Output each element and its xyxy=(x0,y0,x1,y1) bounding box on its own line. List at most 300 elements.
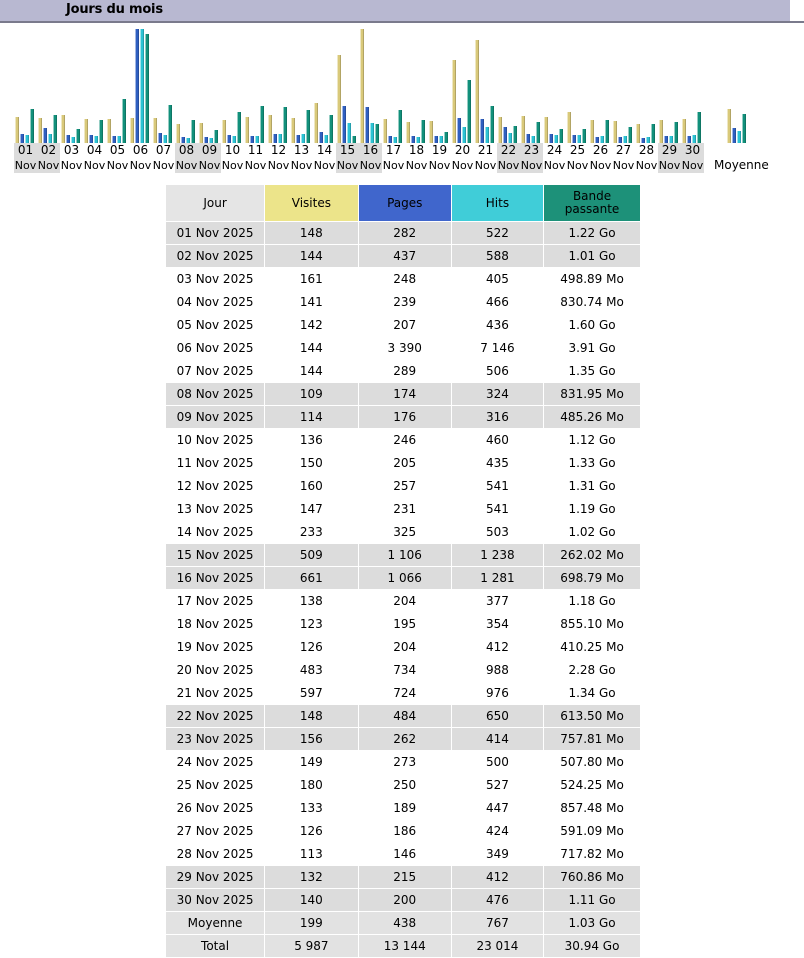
cell-day: 22 Nov 2025 xyxy=(166,705,265,728)
chart-x-label-day: 20 xyxy=(454,143,471,157)
cell-pages: 282 xyxy=(358,222,451,245)
cell-hits: 976 xyxy=(451,682,543,705)
chart-bar-hits xyxy=(140,29,144,143)
cell-hits: 447 xyxy=(451,797,543,820)
cell-bande-passante: 1.01 Go xyxy=(544,245,641,268)
cell-pages: 195 xyxy=(358,613,451,636)
chart-x-label-month: Nov xyxy=(543,159,566,172)
chart-day-group xyxy=(382,23,405,143)
chart-day-group xyxy=(451,23,474,143)
chart-day-group xyxy=(566,23,589,143)
cell-pages: 200 xyxy=(358,889,451,912)
chart-x-label-day: 25 xyxy=(569,143,586,157)
chart-day-group xyxy=(474,23,497,143)
chart-x-label-day: 13 xyxy=(293,143,310,157)
chart-x-label xyxy=(497,143,520,173)
chart-x-label xyxy=(152,143,175,173)
chart-bar-pages xyxy=(250,136,254,143)
chart-x-label xyxy=(589,143,612,173)
cell-visites: 114 xyxy=(265,406,359,429)
cell-pages: 174 xyxy=(358,383,451,406)
cell-visites: 147 xyxy=(265,498,359,521)
cell-day: 12 Nov 2025 xyxy=(166,475,265,498)
chart-x-label-day: 27 xyxy=(615,143,632,157)
chart-bar-pages xyxy=(112,136,116,143)
cell-visites: 597 xyxy=(265,682,359,705)
cell-bande-passante: 855.10 Mo xyxy=(544,613,641,636)
chart-bar-pages xyxy=(526,134,530,143)
chart-day-group xyxy=(336,23,359,143)
chart-day-group xyxy=(290,23,313,143)
chart-bar-bande xyxy=(697,112,701,143)
chart-bar-bande xyxy=(260,106,264,143)
chart-x-label-month: Nov xyxy=(428,159,451,172)
cell-visites: 156 xyxy=(265,728,359,751)
chart-x-label xyxy=(681,143,704,173)
page-title: Jours du mois xyxy=(66,2,163,17)
chart-bar-hits xyxy=(554,135,558,143)
chart-x-label-month: Nov xyxy=(635,159,658,172)
chart-day-group xyxy=(635,23,658,143)
chart-bar-bande xyxy=(375,124,379,143)
cell-bande-passante: 1.12 Go xyxy=(544,429,641,452)
cell-pages: 207 xyxy=(358,314,451,337)
table-row xyxy=(166,636,641,659)
chart-bar-visites xyxy=(245,117,249,143)
cell-hits: 354 xyxy=(451,613,543,636)
cell-visites: 126 xyxy=(265,820,359,843)
chart-x-label-month: Nov xyxy=(566,159,589,172)
chart-bar-pages xyxy=(572,135,576,143)
chart-x-label-day: 21 xyxy=(477,143,494,157)
chart-x-label-month: Nov xyxy=(175,159,198,172)
cell-visites: 233 xyxy=(265,521,359,544)
chart-bar-pages xyxy=(66,135,70,143)
days-of-month-bar-chart xyxy=(0,23,804,171)
cell-visites: 149 xyxy=(265,751,359,774)
chart-x-label-day: 09 xyxy=(198,143,221,158)
chart-x-label-day: 18 xyxy=(408,143,425,157)
chart-day-group xyxy=(589,23,612,143)
chart-bar-bande xyxy=(53,115,57,143)
chart-bar-visites xyxy=(199,123,203,143)
table-row xyxy=(166,544,641,567)
cell-day: 17 Nov 2025 xyxy=(166,590,265,613)
table-row xyxy=(166,383,641,406)
chart-x-label xyxy=(543,143,566,173)
cell-day: 23 Nov 2025 xyxy=(166,728,265,751)
chart-x-label-month: Nov xyxy=(405,159,428,172)
chart-bar-hits xyxy=(531,136,535,143)
chart-x-label-day: 12 xyxy=(270,143,287,157)
chart-x-label-day: 15 xyxy=(336,143,359,158)
cell-visites: 483 xyxy=(265,659,359,682)
chart-bar-visites xyxy=(314,103,318,143)
chart-bar-visites xyxy=(383,119,387,143)
chart-day-group xyxy=(497,23,520,143)
cell-pages: 248 xyxy=(358,268,451,291)
chart-day-group xyxy=(359,23,382,143)
chart-bar-pages xyxy=(20,134,24,143)
cell-day: 06 Nov 2025 xyxy=(166,337,265,360)
table-row xyxy=(166,797,641,820)
chart-bar-visites xyxy=(337,55,341,143)
cell-bande-passante: 698.79 Mo xyxy=(544,567,641,590)
cell-bande-passante: 1.60 Go xyxy=(544,314,641,337)
table-header-row xyxy=(166,185,641,222)
chart-bar-hits xyxy=(25,135,29,143)
cell-visites: 113 xyxy=(265,843,359,866)
chart-day-group xyxy=(612,23,635,143)
chart-bar-visites xyxy=(567,112,571,143)
chart-average-bar-hits xyxy=(737,131,741,143)
chart-bar-pages xyxy=(135,29,139,143)
stats-table-container xyxy=(165,184,641,958)
chart-bar-bande xyxy=(237,112,241,143)
chart-bar-visites xyxy=(613,121,617,143)
chart-bar-pages xyxy=(43,128,47,143)
cell-visites: 142 xyxy=(265,314,359,337)
chart-bar-hits xyxy=(485,127,489,143)
chart-x-label xyxy=(221,143,244,173)
table-row xyxy=(166,820,641,843)
table-summary-row xyxy=(166,912,641,935)
cell-day: 28 Nov 2025 xyxy=(166,843,265,866)
cell-hits: 506 xyxy=(451,360,543,383)
table-row xyxy=(166,705,641,728)
chart-bar-visites xyxy=(452,60,456,143)
cell-pages: 204 xyxy=(358,636,451,659)
cell-day: 04 Nov 2025 xyxy=(166,291,265,314)
table-summary-row xyxy=(166,935,641,958)
cell-pages: 1 066 xyxy=(358,567,451,590)
chart-x-label xyxy=(313,143,336,173)
chart-x-label-day: 19 xyxy=(431,143,448,157)
chart-bar-pages xyxy=(365,107,369,143)
chart-day-group xyxy=(658,23,681,143)
chart-bar-pages xyxy=(480,119,484,143)
chart-bar-visites xyxy=(84,119,88,143)
cell-hits: 988 xyxy=(451,659,543,682)
chart-bar-hits xyxy=(347,123,351,143)
chart-bar-hits xyxy=(278,134,282,143)
chart-bar-visites xyxy=(636,124,640,143)
chart-bar-visites xyxy=(406,122,410,143)
chart-bar-pages xyxy=(434,136,438,143)
chart-bar-bande xyxy=(99,120,103,143)
cell-bande-passante: 507.80 Mo xyxy=(544,751,641,774)
cell-bande-passante: 498.89 Mo xyxy=(544,268,641,291)
cell-day: 20 Nov 2025 xyxy=(166,659,265,682)
chart-bar-bande xyxy=(582,129,586,143)
chart-bar-bande xyxy=(628,127,632,143)
chart-bar-hits xyxy=(232,136,236,143)
chart-x-label-day: 17 xyxy=(385,143,402,157)
table-row xyxy=(166,889,641,912)
chart-x-label-month: Nov xyxy=(290,159,313,172)
cell-visites: 123 xyxy=(265,613,359,636)
table-row xyxy=(166,682,641,705)
cell-pages: 438 xyxy=(358,912,451,935)
chart-bar-hits xyxy=(508,133,512,143)
chart-x-label xyxy=(175,143,198,173)
chart-x-label-month: Nov xyxy=(198,159,221,172)
cell-hits: 588 xyxy=(451,245,543,268)
cell-pages: 13 144 xyxy=(358,935,451,958)
cell-bande-passante: 830.74 Mo xyxy=(544,291,641,314)
cell-visites: 5 987 xyxy=(265,935,359,958)
chart-x-label-month: Nov xyxy=(267,159,290,172)
chart-bar-visites xyxy=(61,115,65,143)
cell-visites: 150 xyxy=(265,452,359,475)
chart-bar-pages xyxy=(89,135,93,143)
cell-bande-passante: 591.09 Mo xyxy=(544,820,641,843)
cell-hits: 405 xyxy=(451,268,543,291)
cell-visites: 148 xyxy=(265,705,359,728)
cell-day: 10 Nov 2025 xyxy=(166,429,265,452)
chart-bar-bande xyxy=(30,109,34,143)
chart-x-label-day: 04 xyxy=(86,143,103,157)
chart-bar-bande xyxy=(168,105,172,143)
chart-bar-bande xyxy=(352,136,356,143)
cell-pages: 437 xyxy=(358,245,451,268)
chart-bar-visites xyxy=(682,119,686,143)
chart-x-label xyxy=(520,143,543,173)
cell-hits: 541 xyxy=(451,498,543,521)
chart-x-label-month: Nov xyxy=(244,159,267,172)
cell-bande-passante: 1.31 Go xyxy=(544,475,641,498)
chart-x-label xyxy=(37,143,60,173)
chart-bar-pages xyxy=(319,132,323,143)
cell-bande-passante: 524.25 Mo xyxy=(544,774,641,797)
cell-hits: 1 281 xyxy=(451,567,543,590)
chart-x-label-month: Nov xyxy=(497,159,520,172)
cell-bande-passante: 1.34 Go xyxy=(544,682,641,705)
table-row xyxy=(166,222,641,245)
chart-bar-visites xyxy=(498,117,502,143)
column-header-pages[interactable]: Pages xyxy=(358,185,451,222)
chart-x-label xyxy=(14,143,37,173)
cell-bande-passante: 1.22 Go xyxy=(544,222,641,245)
cell-pages: 273 xyxy=(358,751,451,774)
chart-x-label xyxy=(129,143,152,173)
chart-bar-hits xyxy=(94,136,98,143)
chart-plot-area xyxy=(14,23,790,143)
chart-bar-bande xyxy=(444,132,448,143)
chart-day-group xyxy=(520,23,543,143)
cell-pages: 1 106 xyxy=(358,544,451,567)
chart-bar-bande xyxy=(122,99,126,143)
cell-day: Total xyxy=(166,935,265,958)
chart-bar-visites xyxy=(544,117,548,143)
chart-bar-hits xyxy=(600,136,604,143)
chart-bar-pages xyxy=(687,136,691,143)
cell-pages: 189 xyxy=(358,797,451,820)
cell-day: 02 Nov 2025 xyxy=(166,245,265,268)
chart-x-label-month: Nov xyxy=(14,159,37,172)
cell-day: 07 Nov 2025 xyxy=(166,360,265,383)
chart-bar-visites xyxy=(475,40,479,143)
chart-bar-visites xyxy=(222,120,226,143)
cell-hits: 414 xyxy=(451,728,543,751)
cell-pages: 3 390 xyxy=(358,337,451,360)
cell-hits: 466 xyxy=(451,291,543,314)
cell-bande-passante: 717.82 Mo xyxy=(544,843,641,866)
chart-bar-bande xyxy=(145,34,149,143)
chart-x-label-day: 28 xyxy=(638,143,655,157)
chart-day-group xyxy=(83,23,106,143)
cell-hits: 412 xyxy=(451,866,543,889)
chart-x-label-day: 05 xyxy=(109,143,126,157)
cell-visites: 144 xyxy=(265,337,359,360)
chart-x-axis-labels xyxy=(14,143,790,173)
table-row xyxy=(166,751,641,774)
table-row xyxy=(166,613,641,636)
chart-x-label-day: 11 xyxy=(247,143,264,157)
chart-day-group xyxy=(60,23,83,143)
chart-x-label xyxy=(336,143,359,173)
column-header-bande-passante[interactable]: Bande passante xyxy=(544,185,641,222)
cell-day: 21 Nov 2025 xyxy=(166,682,265,705)
cell-pages: 239 xyxy=(358,291,451,314)
table-row xyxy=(166,774,641,797)
chart-x-label xyxy=(244,143,267,173)
cell-bande-passante: 857.48 Mo xyxy=(544,797,641,820)
chart-day-group xyxy=(175,23,198,143)
chart-x-label-day: 29 xyxy=(658,143,681,158)
chart-bar-bande xyxy=(76,129,80,143)
chart-average-label: Moyenne xyxy=(714,158,769,172)
table-row xyxy=(166,521,641,544)
table-row xyxy=(166,590,641,613)
chart-day-group xyxy=(14,23,37,143)
cell-day: 05 Nov 2025 xyxy=(166,314,265,337)
chart-day-group xyxy=(681,23,704,143)
cell-visites: 138 xyxy=(265,590,359,613)
cell-visites: 144 xyxy=(265,360,359,383)
chart-x-label xyxy=(60,143,83,173)
chart-average-bar-bande xyxy=(742,114,746,143)
chart-bar-bande xyxy=(329,115,333,143)
table-row xyxy=(166,291,641,314)
cell-day: 01 Nov 2025 xyxy=(166,222,265,245)
table-row xyxy=(166,245,641,268)
chart-x-label-month: Nov xyxy=(359,159,382,172)
chart-bar-hits xyxy=(577,135,581,143)
chart-x-label-month: Nov xyxy=(129,159,152,172)
chart-x-label xyxy=(474,143,497,173)
chart-x-label xyxy=(359,143,382,173)
chart-x-label xyxy=(635,143,658,173)
chart-bar-hits xyxy=(669,136,673,143)
chart-x-label-month: Nov xyxy=(313,159,336,172)
chart-x-label-day: 08 xyxy=(175,143,198,158)
chart-x-label-month: Nov xyxy=(152,159,175,172)
cell-hits: 435 xyxy=(451,452,543,475)
chart-x-label-day: 06 xyxy=(132,143,149,157)
chart-x-label xyxy=(566,143,589,173)
cell-pages: 246 xyxy=(358,429,451,452)
chart-bar-pages xyxy=(388,136,392,143)
cell-bande-passante: 1.33 Go xyxy=(544,452,641,475)
cell-bande-passante: 757.81 Mo xyxy=(544,728,641,751)
chart-x-label xyxy=(83,143,106,173)
page-header xyxy=(0,0,804,23)
chart-bar-bande xyxy=(674,122,678,143)
cell-pages: 289 xyxy=(358,360,451,383)
cell-hits: 650 xyxy=(451,705,543,728)
cell-bande-passante: 1.35 Go xyxy=(544,360,641,383)
chart-bar-hits xyxy=(48,134,52,143)
chart-day-group xyxy=(221,23,244,143)
chart-day-group xyxy=(405,23,428,143)
cell-hits: 23 014 xyxy=(451,935,543,958)
cell-bande-passante: 30.94 Go xyxy=(544,935,641,958)
cell-visites: 136 xyxy=(265,429,359,452)
table-header xyxy=(166,185,641,222)
cell-pages: 205 xyxy=(358,452,451,475)
cell-visites: 140 xyxy=(265,889,359,912)
chart-average-group xyxy=(726,23,749,143)
chart-day-group xyxy=(267,23,290,143)
table-row xyxy=(166,406,641,429)
chart-x-label xyxy=(612,143,635,173)
chart-bar-bande xyxy=(467,80,471,143)
chart-x-label xyxy=(106,143,129,173)
chart-day-group xyxy=(244,23,267,143)
chart-bar-bande xyxy=(398,110,402,143)
chart-x-label-month: Nov xyxy=(451,159,474,172)
chart-x-label-day: 10 xyxy=(224,143,241,157)
chart-x-label-month: Nov xyxy=(681,159,704,172)
chart-x-label-day: 03 xyxy=(63,143,80,157)
chart-bar-hits xyxy=(324,135,328,143)
cell-hits: 522 xyxy=(451,222,543,245)
cell-hits: 527 xyxy=(451,774,543,797)
table-row xyxy=(166,360,641,383)
chart-day-group xyxy=(106,23,129,143)
table-row xyxy=(166,429,641,452)
table-row xyxy=(166,337,641,360)
chart-x-label-day: 22 xyxy=(497,143,520,158)
chart-x-label-month: Nov xyxy=(336,159,359,172)
chart-bar-visites xyxy=(590,120,594,143)
chart-x-label xyxy=(290,143,313,173)
cell-visites: 133 xyxy=(265,797,359,820)
chart-x-label-month: Nov xyxy=(589,159,612,172)
column-header-hits[interactable]: Hits xyxy=(451,185,543,222)
cell-pages: 215 xyxy=(358,866,451,889)
chart-bar-bande xyxy=(214,130,218,143)
cell-pages: 204 xyxy=(358,590,451,613)
chart-x-label-day: 07 xyxy=(155,143,172,157)
chart-x-label-month: Nov xyxy=(474,159,497,172)
cell-day: 18 Nov 2025 xyxy=(166,613,265,636)
cell-hits: 377 xyxy=(451,590,543,613)
cell-bande-passante: 485.26 Mo xyxy=(544,406,641,429)
cell-day: 03 Nov 2025 xyxy=(166,268,265,291)
chart-x-label xyxy=(451,143,474,173)
chart-x-label-day: 26 xyxy=(592,143,609,157)
cell-hits: 316 xyxy=(451,406,543,429)
column-header-jour[interactable]: Jour xyxy=(166,185,265,222)
chart-day-group xyxy=(37,23,60,143)
cell-day: 25 Nov 2025 xyxy=(166,774,265,797)
chart-x-label-day: 24 xyxy=(546,143,563,157)
cell-pages: 734 xyxy=(358,659,451,682)
column-header-visites[interactable]: Visites xyxy=(265,185,359,222)
chart-bar-pages xyxy=(342,106,346,143)
